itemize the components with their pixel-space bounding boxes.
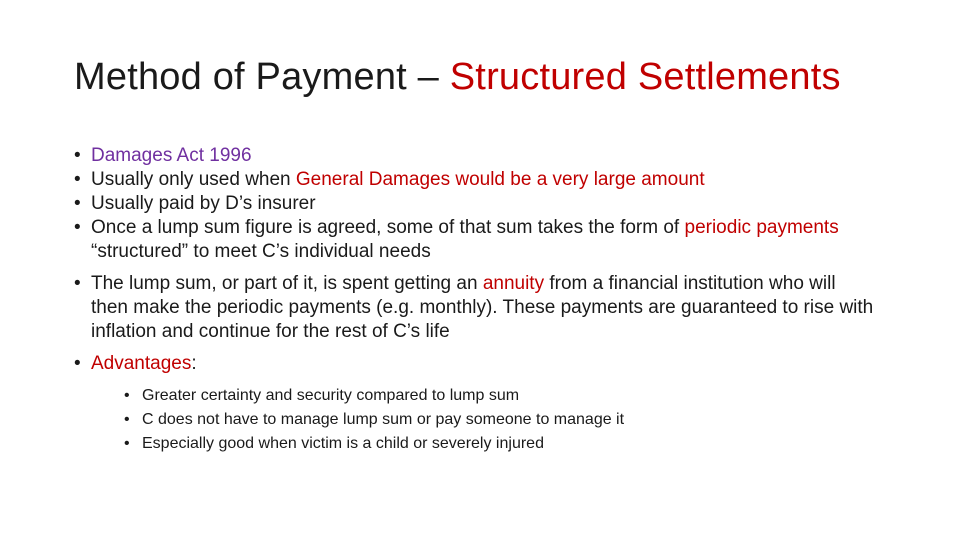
bullet-item-3	[74, 192, 874, 216]
bullet-dot: •	[74, 217, 81, 238]
sub-bullet-item-2	[124, 408, 874, 432]
bullet-text-post: :	[191, 353, 197, 374]
bullet-text-pre: Usually only used when	[91, 169, 296, 190]
bullet-dot: •	[74, 273, 81, 294]
bullet-text-highlight: annuity	[482, 273, 545, 294]
sub-bullet-dot: •	[124, 411, 130, 428]
bullet-item-2	[74, 168, 874, 192]
bullet-dot: •	[74, 193, 81, 214]
bullet-item-6	[74, 352, 874, 456]
bullet-dot: •	[74, 145, 81, 166]
sub-bullet-list	[91, 384, 874, 456]
title-part-1: Method of Payment –	[74, 56, 450, 98]
bullet-text-highlight: General Damages would be a very large amount	[295, 169, 705, 190]
sub-bullet-item-3	[124, 432, 874, 456]
bullet-dot: •	[74, 353, 81, 374]
bullet-dot: •	[74, 169, 81, 190]
bullet-text-highlight: Advantages	[91, 353, 192, 374]
slide-title	[74, 56, 841, 99]
title-part-2: Structured Settlements	[449, 56, 841, 98]
bullet-text-pre: The lump sum, or part of it, is spent getting an	[91, 273, 483, 294]
bullet-item-4	[74, 216, 874, 264]
bullet-item-1	[74, 144, 874, 168]
sub-bullet-item-1	[124, 384, 874, 408]
bullet-text: Damages Act 1996	[91, 145, 252, 166]
bullet-text-pre: Once a lump sum figure is agreed, some of that sum takes the form of	[91, 217, 685, 238]
bullet-text-post: “structured” to meet C’s individual needs	[91, 241, 431, 262]
sub-bullet-dot: •	[124, 387, 130, 404]
bullet-item-5	[74, 272, 874, 344]
sub-bullet-text: C does not have to manage lump sum or pay someone to manage it	[142, 411, 625, 428]
bullet-text-highlight: periodic payments	[684, 217, 839, 238]
bullet-text: Usually paid by D’s insurer	[91, 193, 316, 214]
sub-bullet-text: Especially good when victim is a child or severely injured	[142, 435, 544, 452]
sub-bullet-text: Greater certainty and security compared to lump sum	[142, 387, 520, 404]
bullet-list	[74, 144, 874, 456]
bullet-text-post: from a financial institution who will then make the periodic payments (e.g. monthly). These payments are guaranteed to rise with inflation and continue for the rest of C’s life	[91, 273, 874, 342]
sub-bullet-dot: •	[124, 435, 130, 452]
